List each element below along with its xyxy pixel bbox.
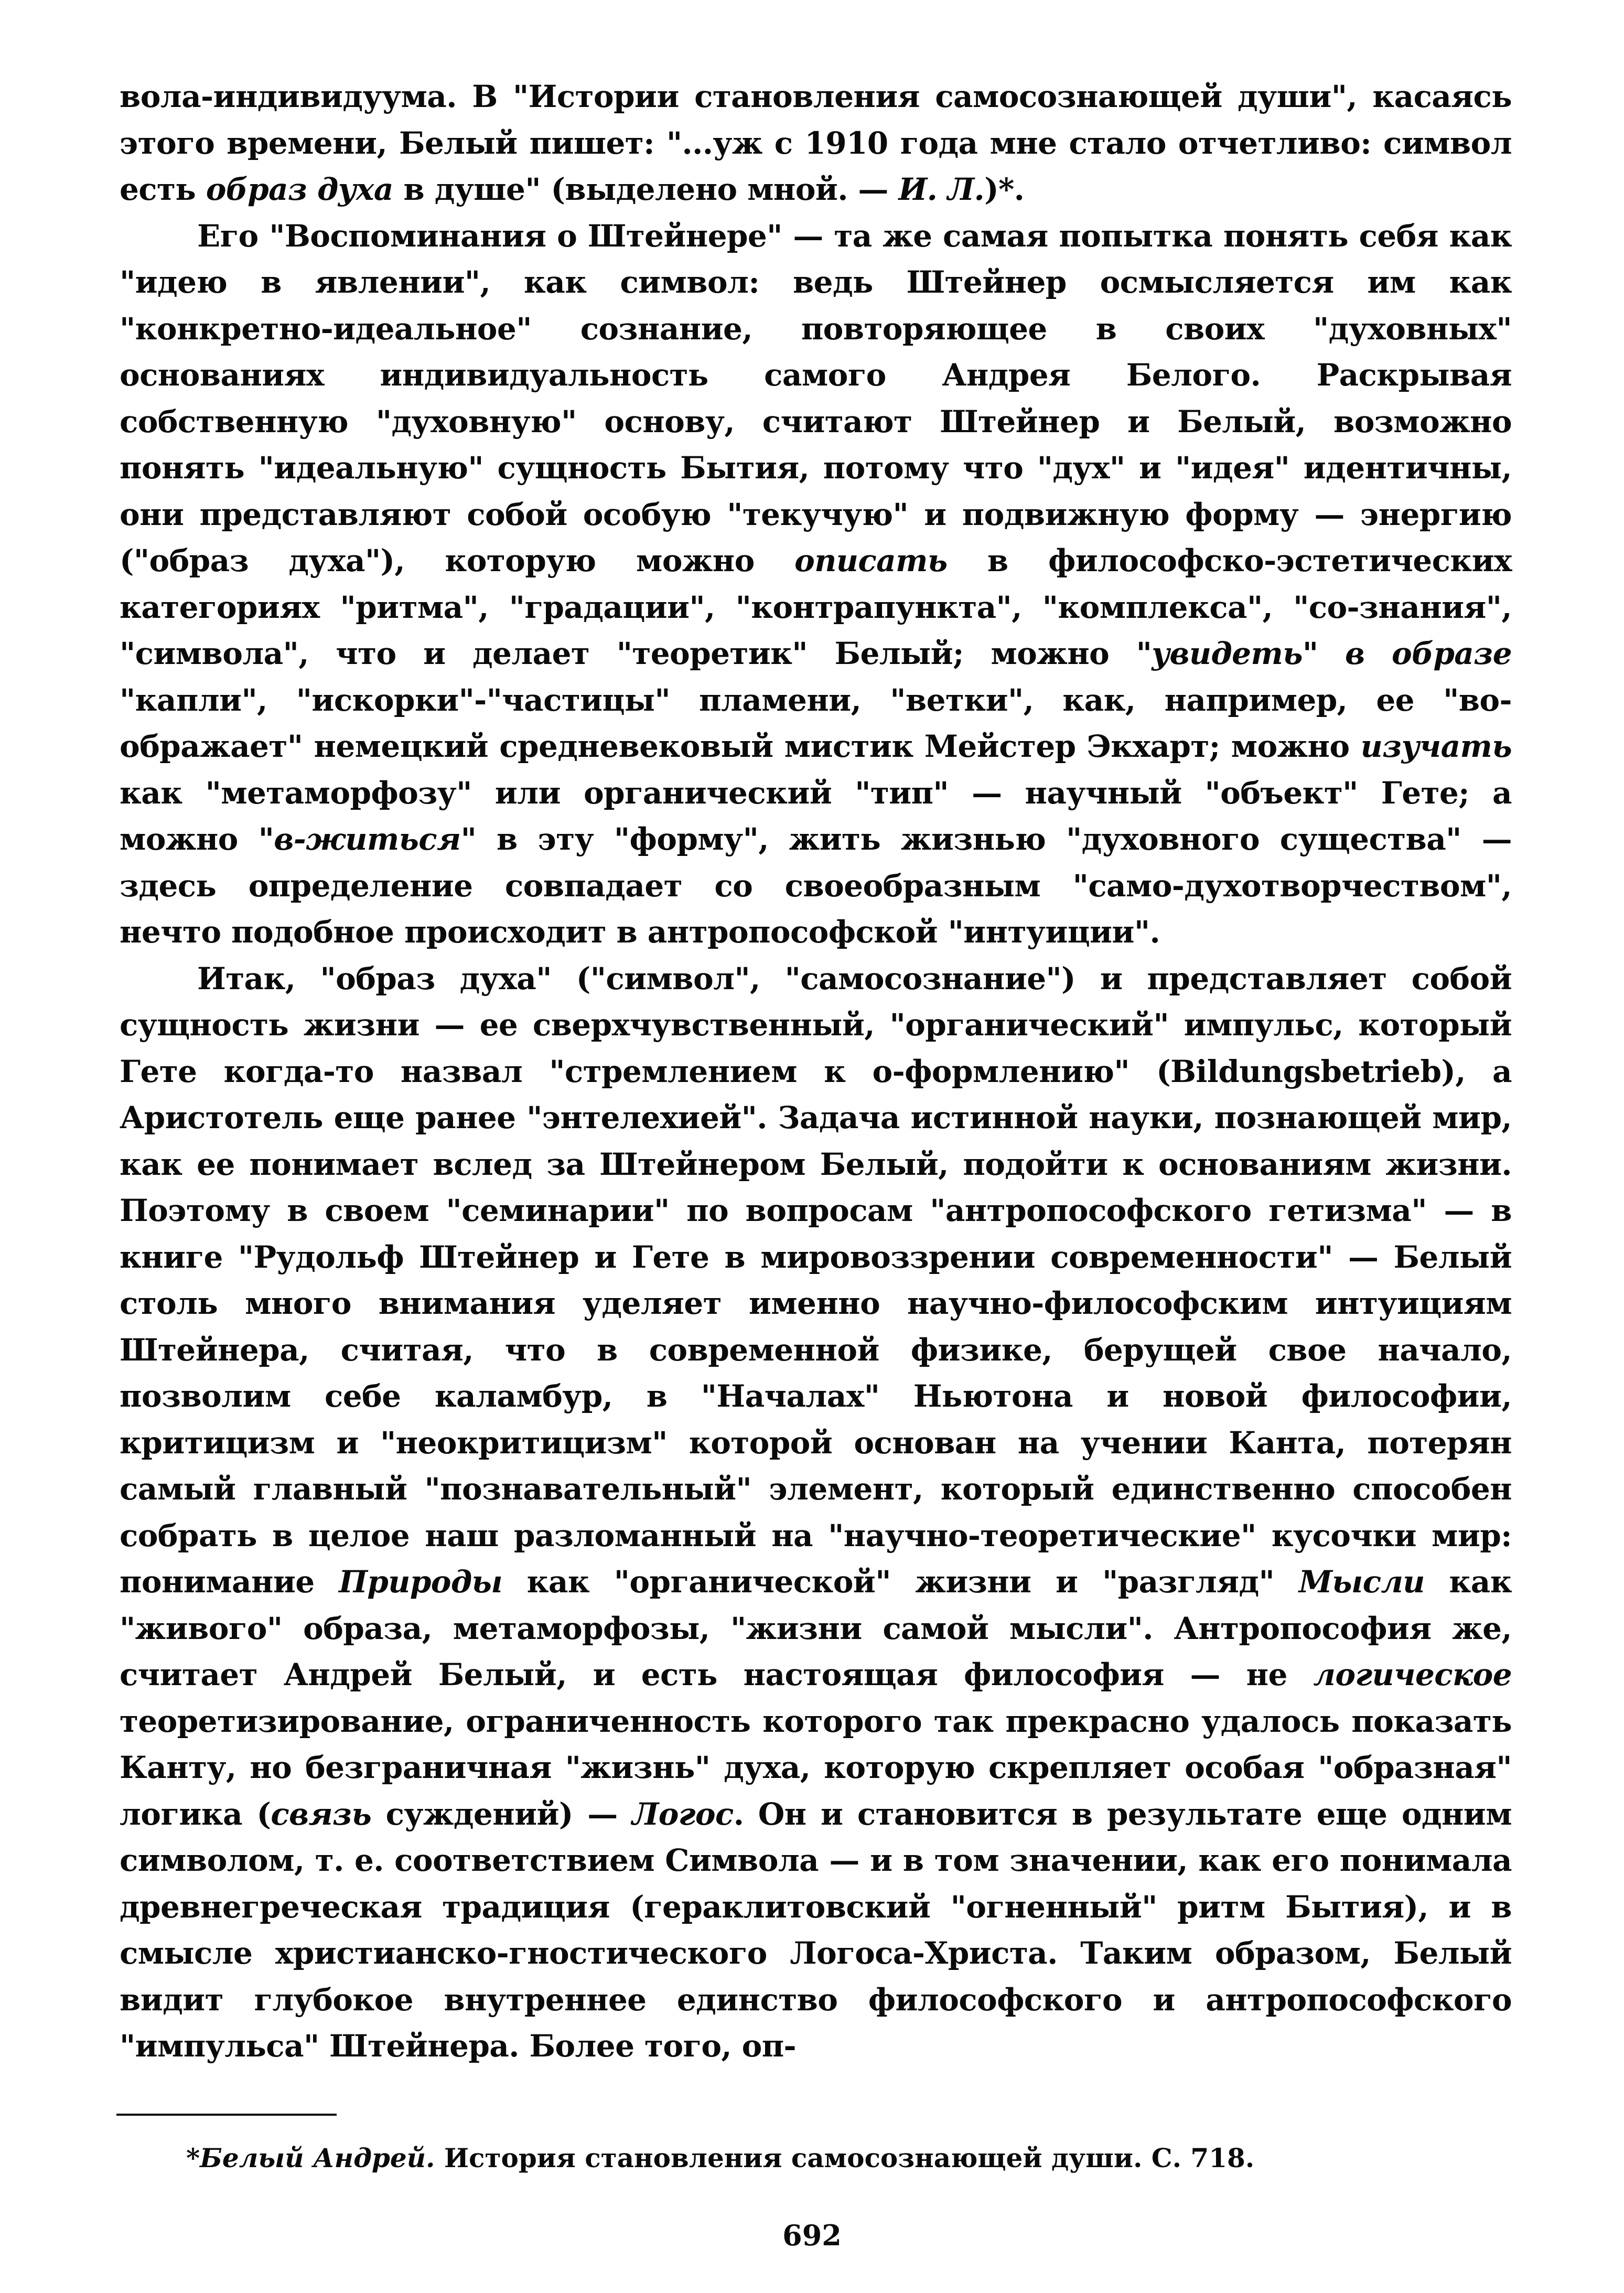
text-segment: "капли", "искорки"-"частицы" пламени, "ветки", как, например, ее "во-ображает" немецкий средневековый мистик Мейстер Экхарт; можно xyxy=(120,682,1512,764)
text-segment: вола-индивидуума. В "Истории становления самосознающей души", касаясь этого времени, Белый пишет: "...уж с 1910 года мне стало отчетливо: символ есть xyxy=(120,79,1512,207)
italic-segment: Логос xyxy=(632,1796,734,1832)
page-number: 692 xyxy=(782,2219,842,2252)
footnote-author: Белый Андрей. xyxy=(200,2142,435,2173)
text-segment: как "метаморфозу" или органический "тип" — научный "объект" Гете; а можно xyxy=(120,775,1512,857)
text-segment: суждений) — xyxy=(371,1796,632,1832)
paragraph-2 xyxy=(120,213,1512,956)
italic-segment: описать xyxy=(794,543,948,578)
italic-segment: Мысли xyxy=(1298,1564,1425,1600)
text-segment: как "органической" жизни и "разгляд" xyxy=(502,1564,1299,1600)
paragraph-1 xyxy=(120,73,1512,213)
italic-segment: изучать xyxy=(1360,728,1512,764)
italic-segment: Природы xyxy=(339,1564,503,1600)
text-segment: Итак, "образ духа" ("символ", "самосознание") и представляет собой сущность жизни — ее сверхчувственный, "органический" импульс, который Гете когда-то назвал "стремлением к о-формлению" (Bildungsbetrieb), а Аристотель еще ранее "энтелехией". Задача истинной науки, познающей мир, как ее понимает вслед за Штейнером Белый, подойти к основаниям жизни. Поэтому в своем "семинарии" по вопросам "антропософского гетизма" — в книге "Рудольф Штейнер и Гете в мировоззрении современности" — Белый столь много внимания уделяет именно научно-философским интуициям Штейнера, считая, что в современной физике, берущей свое начало, позволим себе каламбур, в "Началах" Ньютона и новой философии, критицизм и "неокритицизм" которой основан на учении Канта, потерян самый главный "познавательный" элемент, который единственно способен собрать в целое наш разломанный на "научно-теоретические" кусочки мир: понимание xyxy=(120,960,1512,1600)
text-segment: . Он и становится в результате еще одним символом, т. е. соответствием Символа — и в том значении, как его понимала древнегреческая традиция (гераклитовский "огненный" ритм Бытия), и в смысле христианско-гностического Логоса-Христа. Таким образом, Белый видит глубокое внутреннее единство философского и антропософского "импульса" Штейнера. Более того, оп- xyxy=(120,1796,1512,2064)
footnote-divider xyxy=(116,2114,337,2116)
text-segment: в эту "форму", жить жизнью "духовного существа" — здесь определение совпадает со своеобразным "само-духотворчеством", нечто подобное происходит в антропософской "интуиции". xyxy=(120,821,1512,950)
text-segment: теоретизирование, ограниченность которого так прекрасно удалось показать Канту, но безграничная "жизнь" духа, которую скрепляет особая "образная" логика ( xyxy=(120,1703,1512,1832)
italic-segment: логическое xyxy=(1313,1657,1512,1692)
italic-segment: образ духа xyxy=(206,172,393,207)
footnote-text: История становления самосознающей души. С. 718. xyxy=(435,2142,1255,2173)
italic-segment: "увидеть" в образе xyxy=(1136,636,1512,671)
text-segment: )*. xyxy=(984,172,1025,207)
italic-segment: И. Л. xyxy=(898,172,985,207)
footnote-marker: * xyxy=(186,2142,200,2173)
footnote xyxy=(186,2141,1508,2176)
text-segment: Его "Воспоминания о Штейнере" — та же самая попытка понять себя как "идею в явлении", как символ: ведь Штейнер осмысляется им как "конкретно-идеальное" сознание, повторяющее в своих "духовных" основаниях индивидуальность самого Андрея Белого. Раскрывая собственную "духовную" основу, считают Штейнер и Белый, возможно понять "идеальную" сущность Бытия, потому что "дух" и "идея" идентичны, они представляют собой особую "текучую" и подвижную форму — энергию ("образ духа"), которую можно xyxy=(120,218,1512,578)
text-segment: в душе" (выделено мной. — xyxy=(393,172,899,207)
paragraph-3 xyxy=(120,956,1512,2070)
italic-segment: связь xyxy=(271,1796,372,1832)
italic-segment: "в-житься" xyxy=(258,821,477,857)
text-segment: в философско-эстетических категориях "ритма", "градации", "контрапункта", "комплекса", "со-знания", "символа", что и делает "теоретик" Белый; можно xyxy=(120,543,1512,671)
text-segment: как "живого" образа, метаморфозы, "жизни самой мысли". Антропософия же, считает Андрей Белый, и есть настоящая философия — не xyxy=(120,1564,1512,1692)
body-text xyxy=(120,73,1512,2070)
